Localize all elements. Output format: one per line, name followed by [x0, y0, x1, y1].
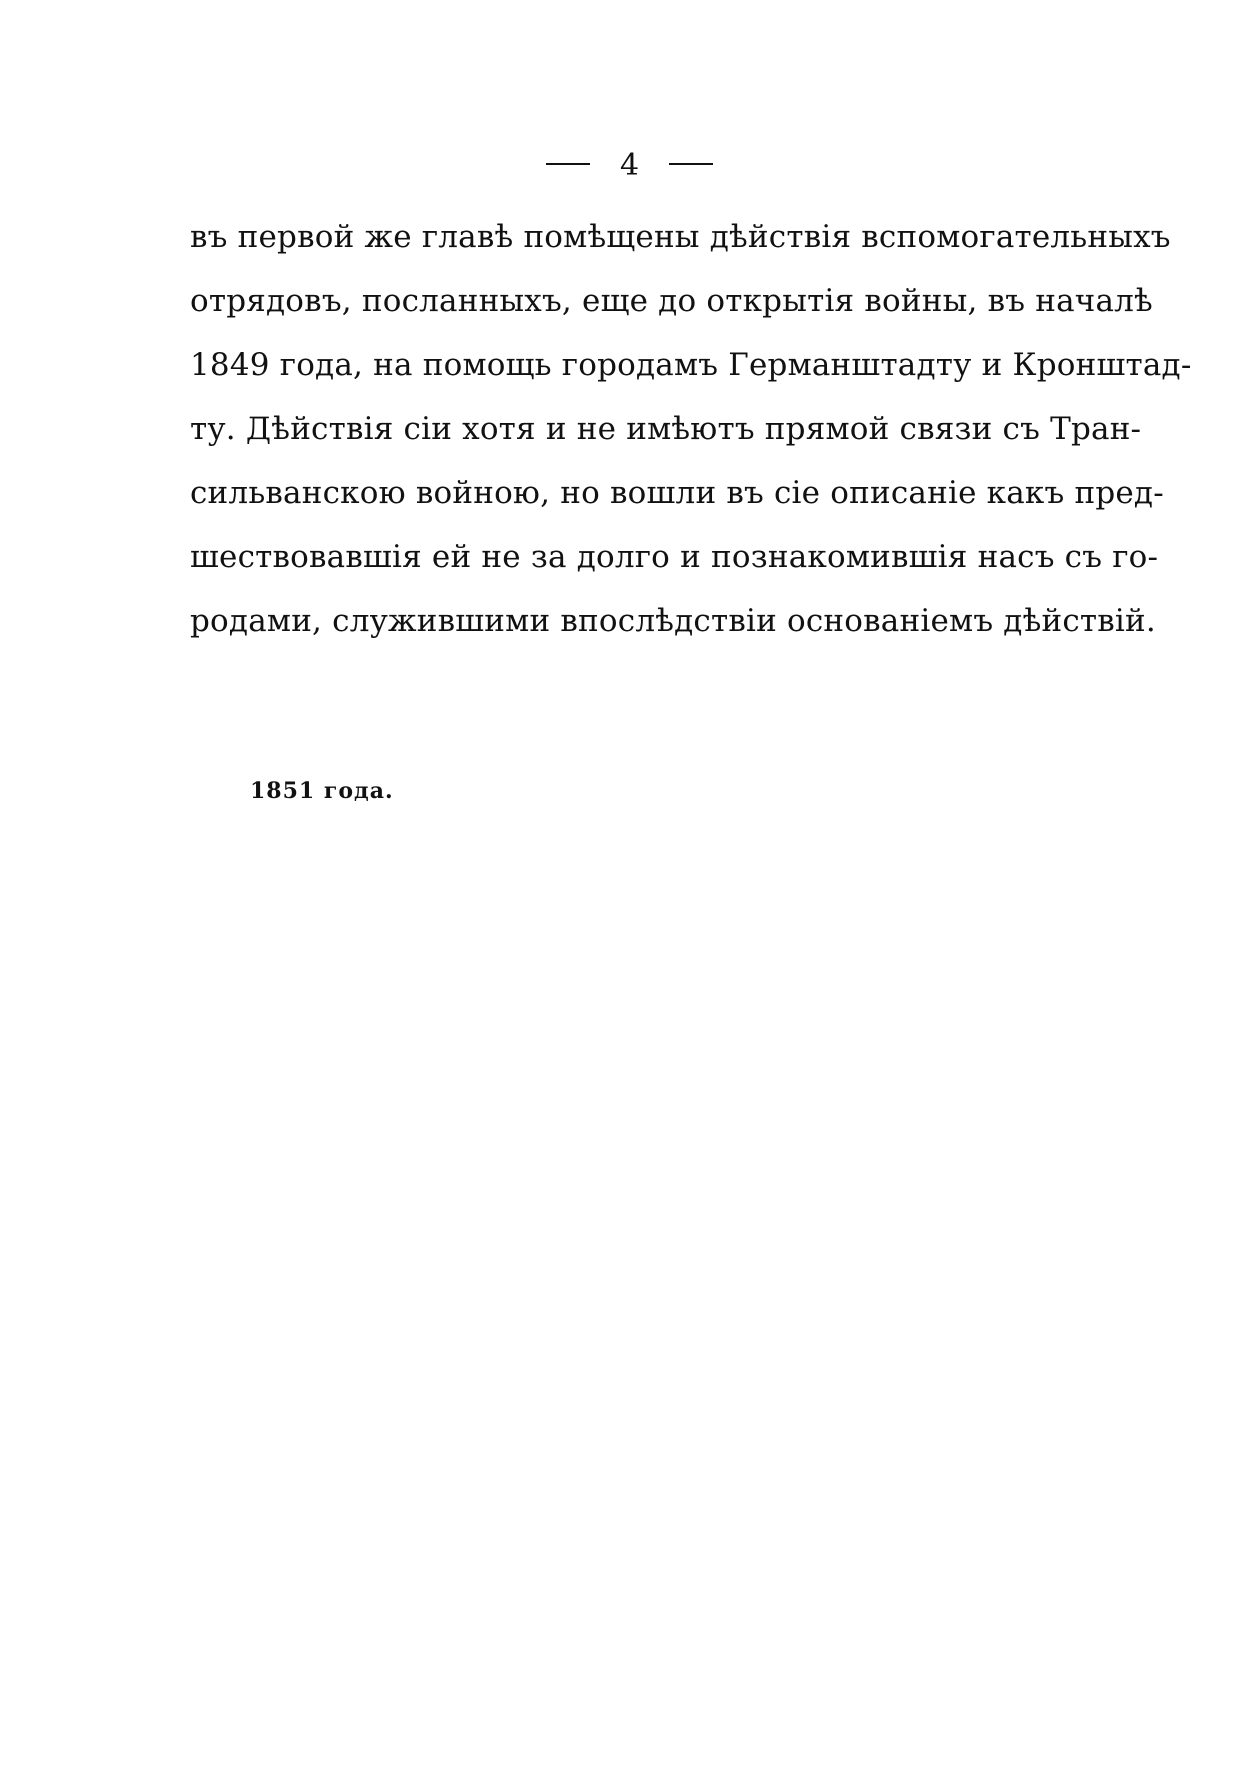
text-line: отрядовъ, посланныхъ, еще до открытія войны, въ началѣ — [190, 283, 1153, 319]
text-line: шествовавшія ей не за долго и познакомившія насъ съ го- — [190, 539, 1159, 575]
left-dash — [546, 163, 590, 165]
text-line: 1849 года, на помощь городамъ Германштадту и Кронштад- — [190, 347, 1192, 383]
text-line: ту. Дѣйствія сіи хотя и не имѣютъ прямой связи съ Тран- — [190, 411, 1142, 447]
date-line: 1851 года. — [250, 778, 394, 804]
page-number: 4 — [619, 148, 640, 183]
body-paragraph — [190, 205, 1192, 653]
text-line: сильванскою войною, но вошли въ сіе описаніе какъ пред- — [190, 475, 1164, 511]
text-line: родами, служившими впослѣдствіи основаніемъ дѣйствій. — [190, 603, 1156, 639]
text-line: въ первой же главѣ помѣщены дѣйствія вспомогательныхъ — [190, 219, 1171, 255]
page-header — [0, 145, 1259, 185]
right-dash — [669, 163, 713, 165]
